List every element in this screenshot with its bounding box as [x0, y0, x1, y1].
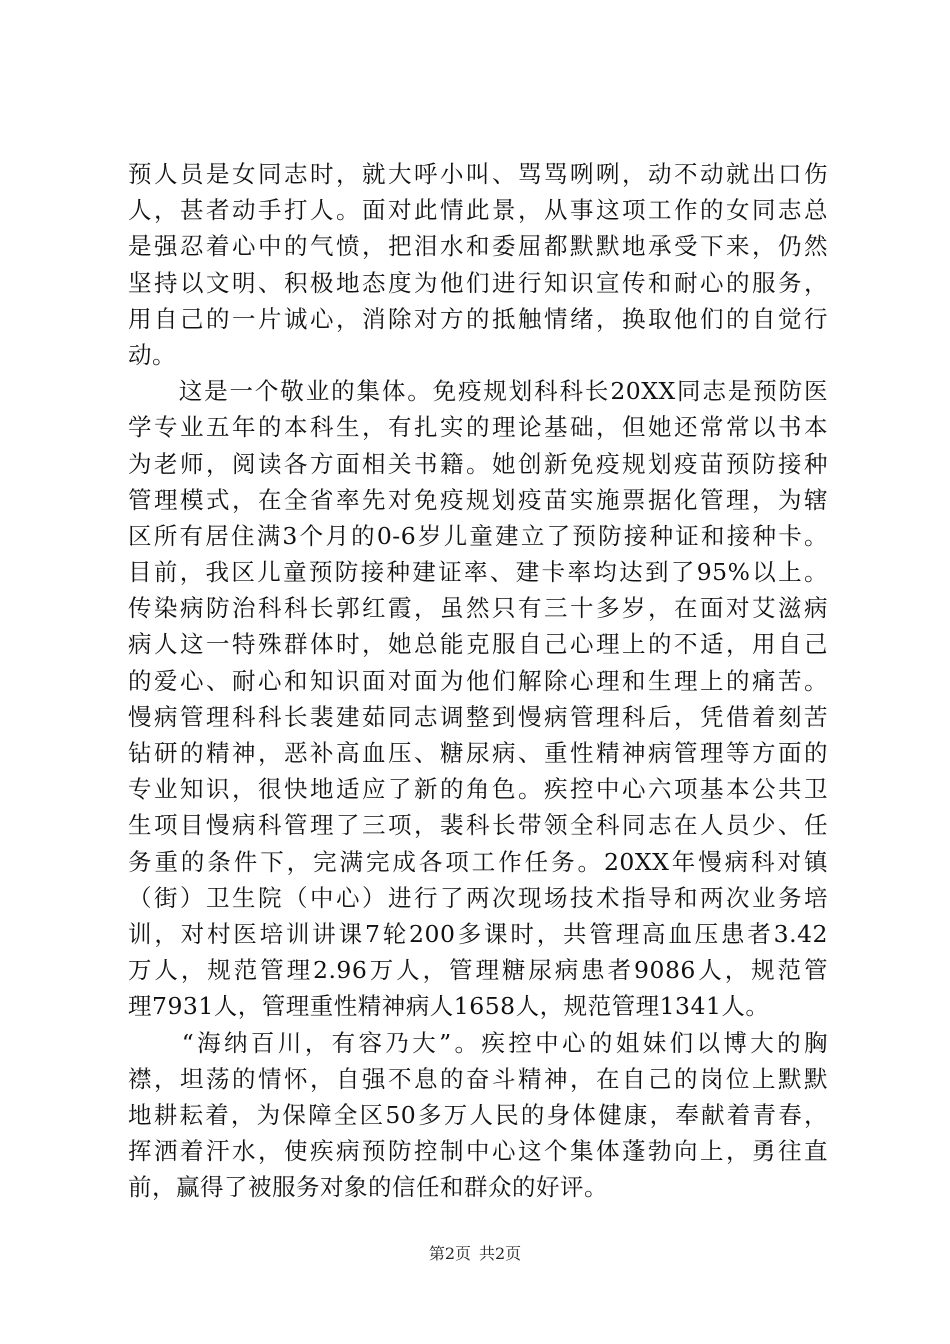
text-line: 坚持以文明、积极地态度为他们进行知识宣传和耐心的服务， [128, 268, 828, 297]
text-line: “海纳百川，有容乃大”。疾控中心的姐妹们以博大的胸 [128, 1028, 828, 1057]
text-line: 是强忍着心中的气愤，把泪水和委屈都默默地承受下来，仍然 [128, 232, 828, 261]
text-line: 理7931人，管理重性精神病人1658人，规范管理1341人。 [128, 992, 770, 1021]
text-line: 钻研的精神，恶补高血压、糖尿病、重性精神病管理等方面的 [128, 739, 828, 767]
text-line: 的爱心、耐心和知识面对面为他们解除心理和生理上的痛苦。 [128, 666, 828, 695]
text-line: 务重的条件下，完满完成各项工作任务。20XX年慢病科对镇 [128, 847, 828, 876]
page-total: 共2页 [479, 1244, 522, 1263]
text-line: 用自己的一片诚心，消除对方的抵触情绪，换取他们的自觉行 [128, 304, 828, 333]
page-footer [0, 1243, 950, 1265]
text-line: 前，赢得了被服务对象的信任和群众的好评。 [128, 1173, 608, 1202]
body-text [128, 156, 828, 1205]
page-number: 第2页 [428, 1244, 471, 1263]
text-line: 生项目慢病科管理了三项，裴科长带领全科同志在人员少、任 [128, 811, 828, 840]
text-line: 训，对村医培训讲课7轮200多课时，共管理高血压患者3.42 [128, 919, 828, 948]
text-line: 人，甚者动手打人。面对此情此景，从事这项工作的女同志总 [128, 196, 828, 225]
text-line: 挥洒着汗水，使疾病预防控制中心这个集体蓬勃向上，勇往直 [128, 1137, 828, 1166]
text-line: 病人这一特殊群体时，她总能克服自己心理上的不适，用自己 [128, 630, 828, 659]
text-line: 学专业五年的本科生，有扎实的理论基础，但她还常常以书本 [128, 413, 828, 442]
text-line: （街）卫生院（中心）进行了两次现场技术指导和两次业务培 [128, 883, 828, 912]
text-line: 目前，我区儿童预防接种建证率、建卡率均达到了95%以上。 [128, 558, 828, 587]
text-line: 动。 [128, 340, 176, 369]
text-line: 管理模式，在全省率先对免疫规划疫苗实施票据化管理，为辖 [128, 485, 828, 514]
text-line: 襟，坦荡的情怀，自强不息的奋斗精神，在自己的岗位上默默 [128, 1064, 828, 1093]
text-line: 为老师，阅读各方面相关书籍。她创新免疫规划疫苗预防接种 [128, 449, 828, 478]
text-line: 预人员是女同志时，就大呼小叫、骂骂咧咧，动不动就出口伤 [128, 160, 828, 188]
text-line: 传染病防治科科长郭红霞，虽然只有三十多岁，在面对艾滋病 [128, 594, 828, 623]
text-line: 区所有居住满3个月的0-6岁儿童建立了预防接种证和接种卡。 [128, 521, 828, 550]
text-line: 专业知识，很快地适应了新的角色。疾控中心六项基本公共卫 [128, 775, 828, 804]
text-line: 这是一个敬业的集体。免疫规划科科长20XX同志是预防医 [128, 377, 828, 406]
text-line: 地耕耘着，为保障全区50多万人民的身体健康，奉献着青春， [128, 1100, 828, 1129]
text-line: 万人，规范管理2.96万人，管理糖尿病患者9086人，规范管 [128, 956, 828, 985]
text-line: 慢病管理科科长裴建茹同志调整到慢病管理科后，凭借着刻苦 [128, 702, 828, 731]
